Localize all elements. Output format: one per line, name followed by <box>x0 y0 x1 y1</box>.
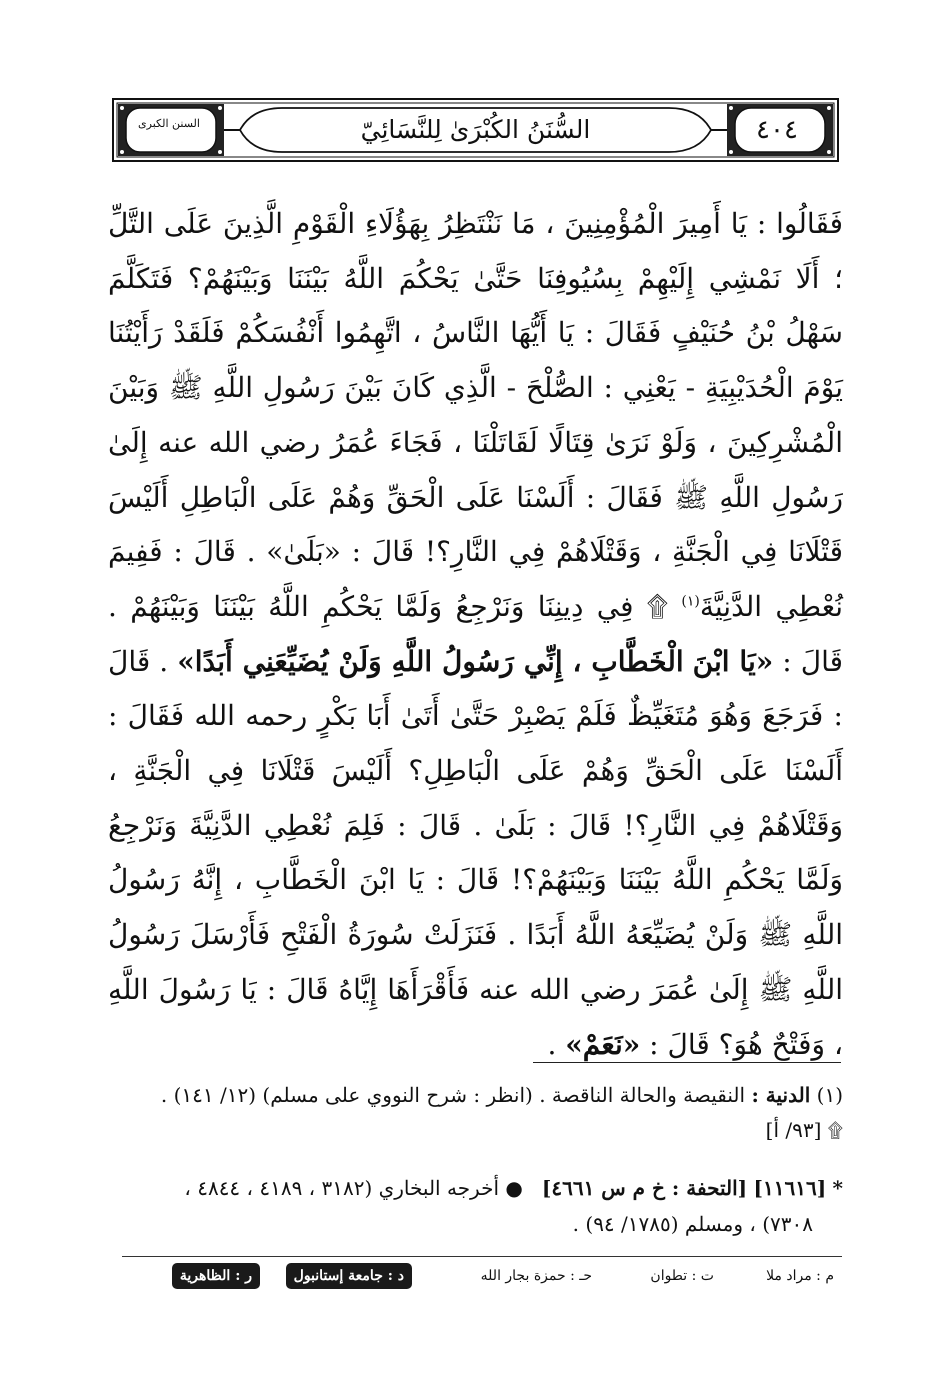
text-segment: ۩ فِي دِينِنَا وَنَرْجِعُ وَلَمَّا يَحْكُمِ اللَّهُ بَيْنَنَا وَبَيْنَهُمْ . قَالَ : <box>108 589 844 678</box>
text-line: يَا أَيُّهَا النَّاسُ ، اتَّهِمُوا أَنْفُسَكُمْ فَلَقَدْ رَأَيْتُنَا يَوْمَ الْحُدَيْبِيَةِ - يَعْنِي : الصُّلْحَ - <box>108 316 843 405</box>
manuscript-r-badge: ر : الظاهرية <box>172 1263 260 1289</box>
footnote-ref[interactable]: (١) <box>681 593 700 610</box>
manuscript-m: م : مراد ملا <box>766 1268 834 1284</box>
hadith-number: [١١٦١٦] <box>753 1176 827 1200</box>
text-line: عُمَرُ رضي الله عنه إِلَىٰ رَسُولِ اللَّهِ ﷺ فَقَالَ : أَلَسْنَا عَلَى الْحَقِّ وَهُمْ عَلَى الْبَاطِلِ أَلَيْسَ <box>108 425 843 514</box>
footnote-text: النقيصة والحالة الناقصة . (انظر : شرح النووي على مسلم) (١٢/ ١٤١) . <box>160 1083 746 1107</box>
bullet-icon: ● <box>505 1176 523 1200</box>
main-text <box>108 197 843 1072</box>
manuscript-t: ت : تطوان <box>650 1268 714 1284</box>
text-line: يَصْبِرْ حَتَّىٰ أَتَىٰ أَبَا بَكْرٍ رحمه الله فَقَالَ : أَلَسْنَا عَلَى الْحَقِّ وَهُمْ عَلَى الْبَاطِلِ؟ أَلَيْسَ <box>108 699 844 788</box>
text-line: قَتْلَانَا فِي الْجَنَّةِ ، وَقَتْلَاهُمْ فِي النَّارِ؟! قَالَ : بَلَىٰ . قَالَ : فَلِمَ نُعْطِي الدَّنِيَّةَ <box>108 754 843 842</box>
footnote-1 <box>108 1078 843 1113</box>
tuhfa-ref: [التحفة : خ م س ٤٦٦١] <box>541 1176 748 1200</box>
manuscript-d-badge: د : جامعة إستانبول <box>286 1263 412 1289</box>
running-title: السُّنَنُ الكُبْرَىٰ لِلنَّسَائِيّ <box>360 115 591 144</box>
footnotes <box>108 1078 843 1148</box>
star-marker: * <box>832 1176 843 1200</box>
footnote-term: الدنية : <box>751 1083 811 1107</box>
footnote-number: (١) <box>816 1083 843 1107</box>
hadith-quote: الْخَطَّابِ ، إِنِّي رَسُولُ اللَّهِ وَلَنْ يُضَيِّعَنِي أَبَدًا» <box>177 644 684 678</box>
hadith-takhrij <box>108 1170 843 1242</box>
manuscript-ref: ۩ [٩٣/ أ] <box>765 1118 843 1142</box>
takhrij-text: أخرجه البخاري (٣١٨٢ ، ٤١٨٩ ، ٤٨٤٤ ، <box>184 1176 500 1200</box>
text-segment: رضي الله عنه فَأَقْرَأَهَا إِيَّاهُ قَالَ : يَا رَسُولَ اللَّهِ ، وَفَتْحٌ هُوَ؟ قَالَ : <box>108 972 843 1061</box>
text-line: وَنَرْجِعُ وَلَمَّا يَحْكُمِ اللَّهُ بَيْنَنَا وَبَيْنَهُمْ؟! قَالَ : يَا ابْنَ الْخَطَّابِ ، إِنَّهُ رَسُولُ اللَّهِ <box>108 808 843 952</box>
text-line: فَقَالُوا : يَا أَمِيرَ الْمُؤْمِنِينَ ، مَا نَنْتَظِرُ بِهَؤُلَاءِ الْقَوْمِ الَّذِينَ عَلَى التَّلِّ ؛ أَلَا نَمْشِي <box>108 207 843 295</box>
hadith-quote: «نَعَمْ» <box>565 1027 641 1061</box>
text-segment: . <box>547 1027 557 1061</box>
text-line: الَّذِي كَانَ بَيْنَ رَسُولِ اللَّهِ ﷺ وَبَيْنَ الْمُشْرِكِينَ ، وَلَوْ نَرَىٰ قِتَالًا لَقَاتَلْنَا ، فَجَاءَ <box>108 371 843 459</box>
page-number: ٤٠٤ <box>756 115 798 145</box>
info-divider <box>122 1256 842 1257</box>
book-logo: السنن الكبرى <box>138 117 200 130</box>
text-segment: الدَّنِيَّةَ <box>699 589 763 623</box>
manuscript-bar <box>122 1262 842 1292</box>
hadith-quote: «يَا ابْنَ <box>692 644 774 678</box>
page-header <box>112 98 839 162</box>
text-line: إِلَيْهِمْ بِسُيُوفِنَا حَتَّىٰ يَحْكُمَ اللَّهُ بَيْنَنَا وَبَيْنَهُمْ؟ فَتَكَلَّمَ سَهْلُ بْنُ حُنَيْفٍ فَقَالَ : <box>108 261 843 350</box>
text-segment: . قَالَ : فَرَجَعَ وَهُوَ مُتَغَيِّظٌ فَلَمْ <box>108 644 843 733</box>
text-line: قَتْلَانَا فِي الْجَنَّةِ ، وَقَتْلَاهُمْ فِي النَّارِ؟! قَالَ : «بَلَىٰ» . قَالَ : فَفِيمَ نُعْطِي <box>108 535 844 623</box>
text-line: ﷺ وَلَنْ يُضَيِّعَهُ اللَّهُ أَبَدًا . فَنَزَلَتْ سُورَةُ الْفَتْحِ فَأَرْسَلَ رَسُولُ اللَّهِ ﷺ إِلَىٰ عُمَرَ <box>108 918 843 1006</box>
takhrij-text-cont: ٧٣٠٨) ، ومسلم (١٧٨٥/ ٩٤) . <box>572 1212 813 1236</box>
footnote-divider <box>533 1062 841 1063</box>
manuscript-h: حـ : حمزة بجار الله <box>480 1268 592 1284</box>
